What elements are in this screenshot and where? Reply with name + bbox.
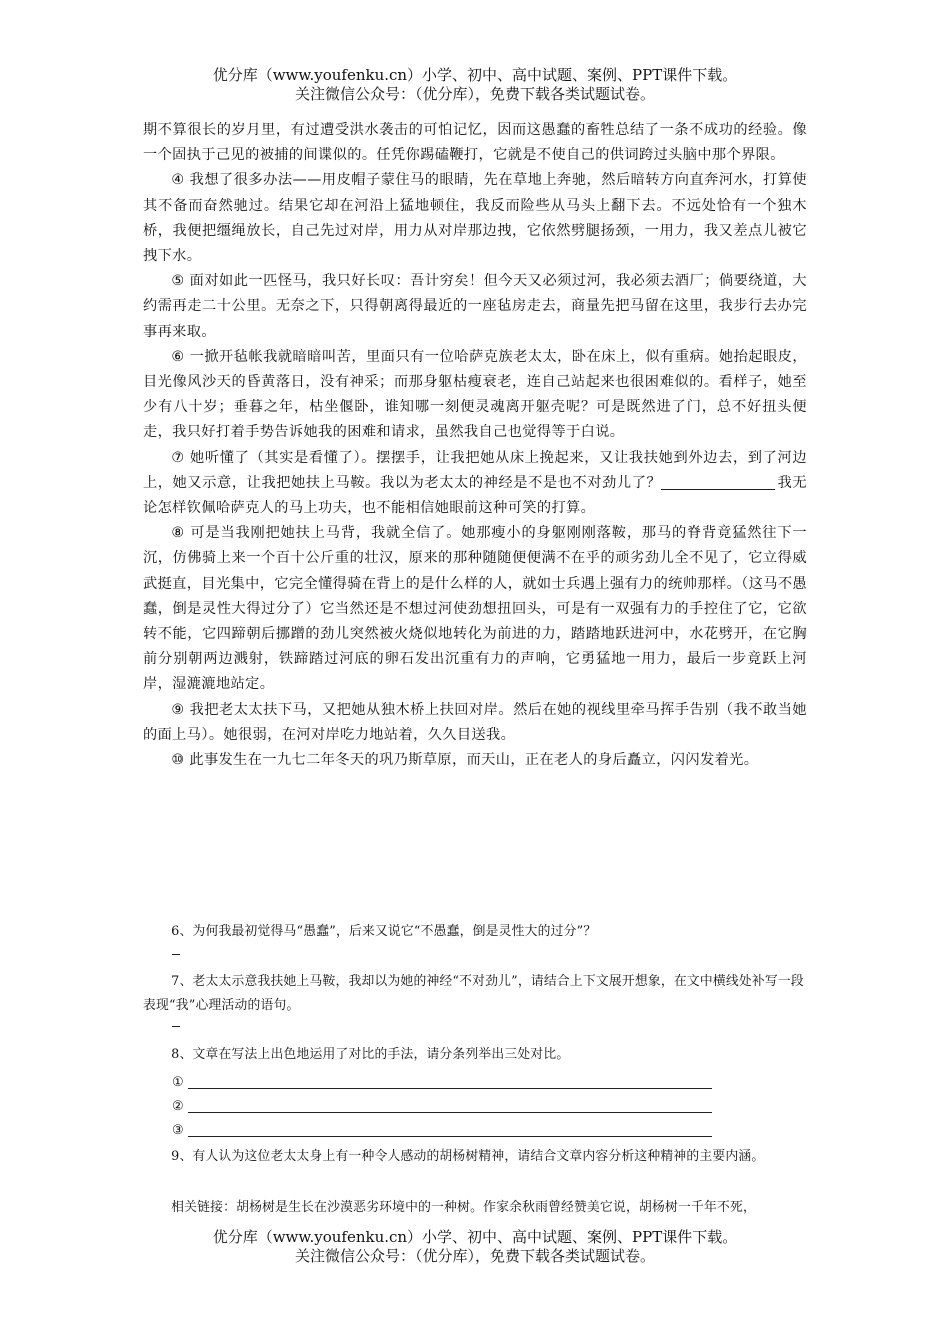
page-header [0, 66, 950, 104]
footer-line-2: 关注微信公众号：（优分库），免费下载各类试题试卷。 [294, 1247, 655, 1265]
answer-underline-2 [188, 1112, 712, 1113]
related-link: 相关链接：胡杨树是生长在沙漠恶劣环境中的一种树。作家余秋雨曾经赞美它说，胡杨树一千年不死， [171, 1200, 757, 1215]
fill-in-blank [661, 475, 775, 490]
page-footer [0, 1228, 950, 1266]
answer-underline-3 [188, 1136, 712, 1137]
answer-number-1: ① [172, 1075, 184, 1090]
story-text [143, 118, 807, 773]
question-9: 9、有人认为这位老太太身上有一种令人感动的胡杨树精神，请结合文章内容分析这种精神的主要内涵。 [171, 1149, 765, 1164]
answer-number-2: ② [172, 1099, 184, 1114]
answer-line-3 [172, 1120, 712, 1142]
paragraph-5: ⑤ 面对如此一匹怪马，我只好长叹：吾计穷矣！但今天又必须过河，我必须去酒厂；倘要绕道，大约需再走二十公里。无奈之下，只得朝离得最近的一座毡房走去，商量先把马留在这里，我步行去办完事再来取。 [143, 273, 807, 340]
answer-dash-7 [172, 1026, 180, 1027]
paragraph-4: ④ 我想了很多办法——用皮帽子蒙住马的眼睛，先在草地上奔驰，然后暗转方向直奔河水，打算使其不备而奋然驰过。结果它却在河沿上猛地顿住，我反而险些从马头上翻下去。不远处恰有一个独木桥，我便把缰绳放长，自己先过对岸，用力从对岸那边拽，它依然劈腿扬颈，一用力，我又差点儿被它拽下水。 [143, 172, 807, 265]
answer-dash-6 [172, 954, 180, 955]
paragraph-7 [143, 446, 807, 522]
paragraph-continued: 期不算很长的岁月里，有过遭受洪水袭击的可怕记忆，因而这愚蠢的畜牲总结了一条不成功的经验。像一个固执于己见的被捕的间谍似的。任凭你踢磕鞭打，它就是不使自己的供词跨过头脑中那个界限。 [143, 122, 807, 164]
paragraph-7-part-2: 我无论怎样钦佩哈萨克人的马上功夫，也不能相信她眼前这种可笑的打算。 [143, 474, 807, 517]
header-line-1: 优分库（www.youfenku.cn）小学、初中、高中试题、案例、PPT课件下载。 [212, 66, 738, 84]
question-6: 6、为何我最初觉得马“愚蠢”，后来又说它“不愚蠢，倒是灵性大的过分”？ [171, 924, 597, 939]
paragraph-8: ⑧ 可是当我刚把她扶上马背，我就全信了。她那瘦小的身躯刚刚落鞍，那马的脊背竟猛然往下一沉，仿佛骑上来一个百十公斤重的壮汉，原来的那种随随便便满不在乎的顽劣劲儿全不见了，它立得威武挺直，目光集中，它完全懂得骑在背上的是什么样的人，就如士兵遇上强有力的统帅那样。（这马不愚蠢，倒是灵性大得过分了）它当然还是不想过河使劲想扭回头，可是有一双强有力的手控住了它，它欲转不能，它四蹄朝后挪蹭的劲儿突然被火烧似地转化为前进的力，踏踏地跃进河中，水花劈开，在它胸前分别朝两边溅射，铁蹄踏过河底的卵石发出沉重有力的声响，它勇猛地一用力，最后一步竟跃上河岸，湿漉漉地站定。 [143, 525, 807, 693]
header-line-2: 关注微信公众号：（优分库），免费下载各类试题试卷。 [294, 85, 655, 103]
answer-line-1 [172, 1072, 712, 1094]
question-8: 8、文章在写法上出色地运用了对比的手法，请分条列举出三处对比。 [171, 1047, 570, 1062]
paragraph-7-part-1: ⑦ 她听懂了（其实是看懂了）。摆摆手，让我把她从床上挽起来，又让我扶她到外边去，到了河边上，她又示意，让我把她扶上马鞍。我以为老太太的神经是不是也不对劲儿了？ [143, 449, 807, 491]
answer-line-2 [172, 1096, 712, 1118]
paragraph-9: ⑨ 我把老太太扶下马，又把她从独木桥上扶回对岸。然后在她的视线里牵马挥手告别（我不敢当她的面上马）。她很弱，在河对岸吃力地站着，久久目送我。 [143, 701, 807, 743]
question-7: 7、老太太示意我扶她上马鞍，我却以为她的神经“不对劲儿”，请结合上下文展开想象，在文中横线处补写一段表现“我”心理活动的语句。 [143, 974, 804, 1013]
paragraph-6: ⑥ 一掀开毡帐我就暗暗叫苦，里面只有一位哈萨克族老太太，卧在床上，似有重病。她抬起眼皮，目光像风沙天的昏黄落日，没有神采；而那身躯枯瘦衰老，连自己站起来也很困难似的。看样子，她至少有八十岁；垂暮之年，枯坐偃卧，谁知哪一刻便灵魂离开躯壳呢？可是既然进了门，总不好扭头便走，我只好打着手势告诉她我的困难和请求，虽然我自己也觉得等于白说。 [143, 348, 807, 441]
answer-number-3: ③ [172, 1123, 184, 1138]
answer-underline-1 [188, 1088, 712, 1089]
paragraph-10: ⑩ 此事发生在一九七二年冬天的巩乃斯草原，而天山，正在老人的身后矗立，闪闪发着光。 [171, 752, 759, 769]
footer-line-1: 优分库（www.youfenku.cn）小学、初中、高中试题、案例、PPT课件下载。 [212, 1228, 738, 1246]
